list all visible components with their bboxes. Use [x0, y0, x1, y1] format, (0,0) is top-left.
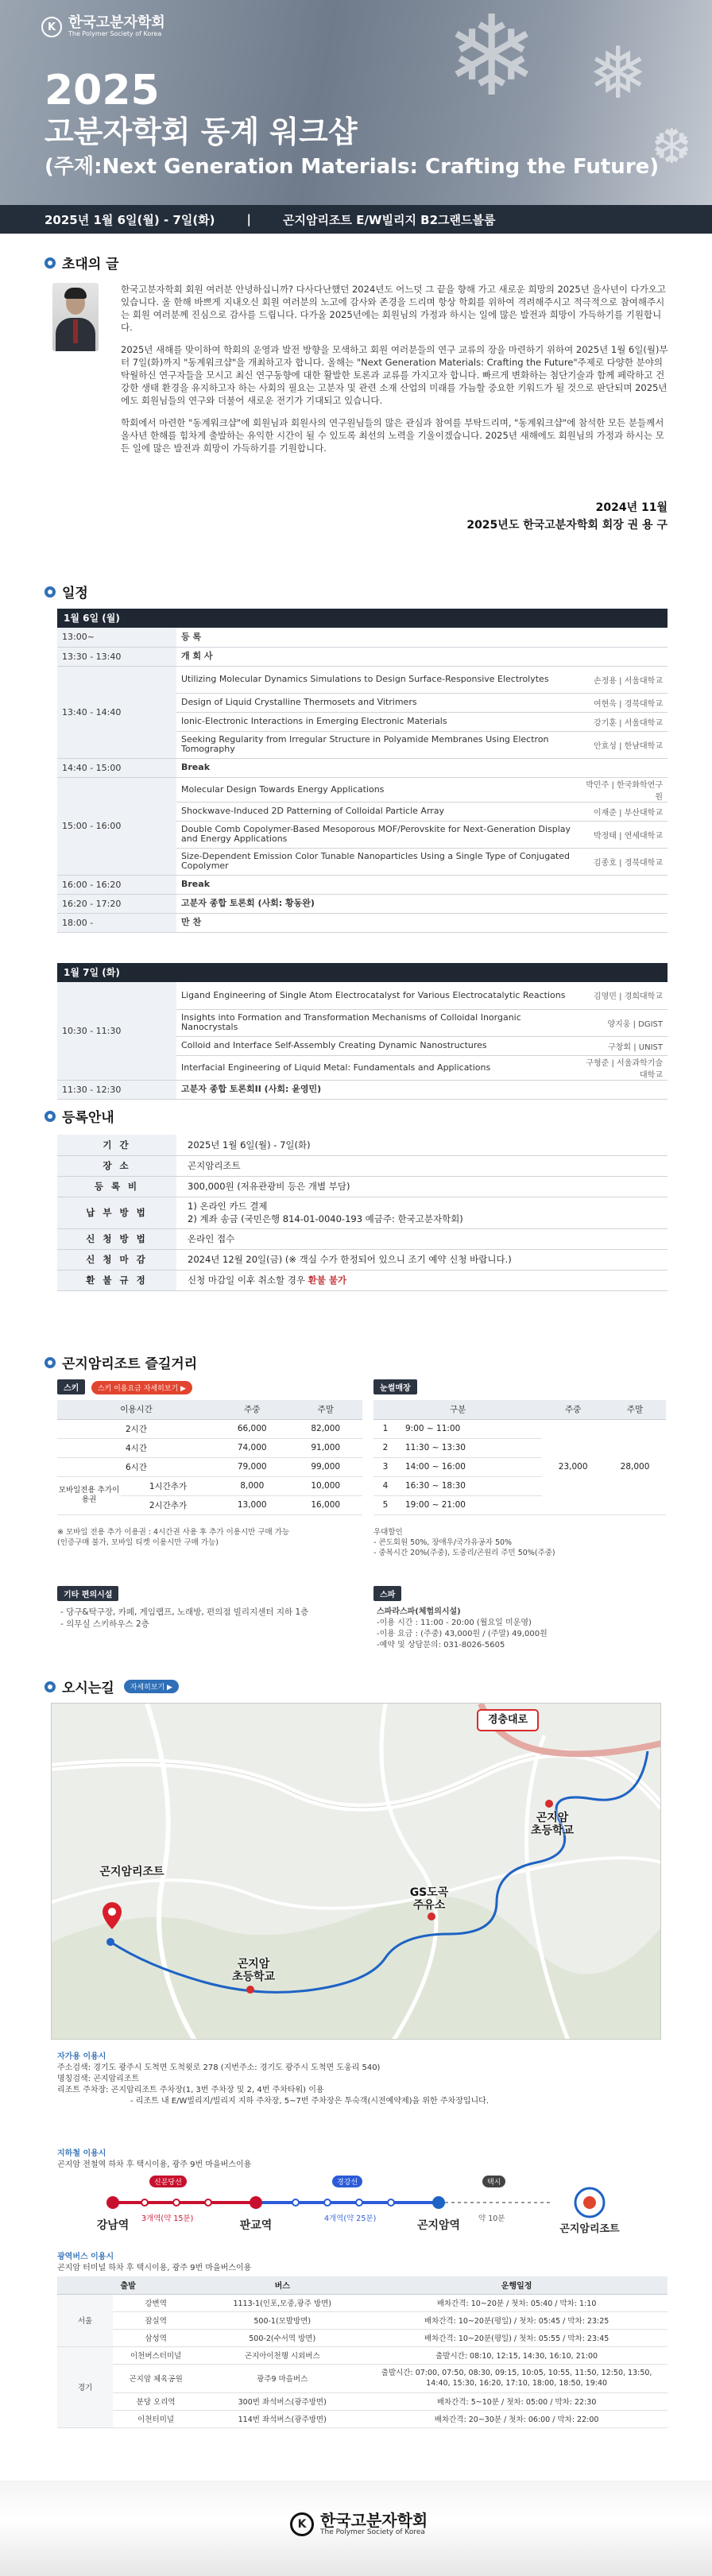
registration-label: 등 록 비 [57, 1176, 176, 1197]
day1-schedule-table [57, 628, 668, 933]
sled-session-time: 19:00 ~ 21:00 [397, 1495, 542, 1514]
ski-weekend-price: 10,000 [288, 1476, 362, 1495]
session-time: 16:20 - 17:20 [57, 894, 176, 913]
ski-note-line: (인증구매 불가, 모바일 티켓 이용시만 구매 가능) [57, 1538, 219, 1547]
ski-header [57, 1379, 192, 1394]
taxi-tag: 택시 [482, 2176, 505, 2187]
sled-session-time: 14:00 ~ 16:00 [397, 1457, 542, 1476]
session-title: Seeking Regularity from Irregular Structure in Polyamide Membranes Using Electron Tomography [176, 731, 580, 758]
bus-route: 500-1(모발방면) [199, 2311, 366, 2329]
table-row [57, 2294, 668, 2311]
bus-route: 500-2(수서역 방면) [199, 2329, 366, 2346]
registration-value [176, 1228, 668, 1249]
bus-origin: 삼성역 [113, 2329, 199, 2346]
divider: | [246, 212, 252, 226]
bus-timetable: 배차간격: 5~10분 / 첫차: 05:00 / 막차: 22:30 [366, 2392, 668, 2410]
greeting-paragraph: 한국고분자학회 회원 여러분 안녕하십니까? 다사다난했던 2024년도 어느덧 그 끝을 향해 가고 새로운 희망의 2025년 을사년이 다가오고 있습니다. 올 한해 바쁘게 지내오신 회원 여러분의 노고에 감사와 존경을 드리며 항상 학회를 위하여 격려해주시고 적극적으로 참여해주시는 회원 여러분께 진심으로 감사를 드립니다. 다가올 2025년에는 회원님의 가정과 하시는 일에 많은 발전과 희망이 가득하기를 기원합니다. [121, 284, 667, 333]
snowflake-icon: ❄ [445, 0, 539, 122]
sled-col-weekday: 주중 [542, 1400, 604, 1419]
table-row [57, 1228, 668, 1249]
society-emblem-icon: K [290, 2512, 314, 2536]
table-row [57, 2364, 668, 2392]
sled-note-line: - 중복시간 20%(주중), 도중리/곤원리 주민 50%(주중) [373, 1549, 555, 1557]
subway-desc: 곤지암 전철역 하차 후 택시이용, 광주 9번 마을버스이용 [57, 2160, 252, 2169]
ski-duration: 4시간 [57, 1438, 215, 1457]
date-venue-bar [0, 205, 712, 234]
ski-note-line: ※ 모바일 전용 추가 이용권 : 4시간권 사용 후 추가 이용시만 구매 가능 [57, 1528, 290, 1537]
table-row [57, 1419, 362, 1438]
bus-origin: 곤지암 체육공원 [113, 2364, 199, 2392]
registration-label: 납 부 방 법 [57, 1197, 176, 1228]
bus-origin: 분당 오리역 [113, 2392, 199, 2410]
sled-weekend-price: 28,000 [604, 1419, 666, 1514]
registration-value-text: 2025년 1월 6일(월) - 7일(화) [188, 1139, 311, 1151]
schedule-row [57, 982, 668, 1009]
spa-hours: -이용 시간 : 11:00 - 20:00 (월요일 미운영) [377, 1619, 532, 1627]
station-gonjiam: 곤지암역 [416, 2219, 461, 2232]
ski-weekend-price: 91,000 [288, 1438, 362, 1457]
session-speaker: 이재준 | 부산대학교 [580, 802, 668, 821]
bus-title: 광역버스 이용시 [57, 2253, 114, 2261]
event-title: 고분자학회 동계 워크샵 [44, 114, 358, 149]
session-speaker [580, 647, 668, 666]
registration-value-text: 1) 온라인 카드 결제 [188, 1201, 268, 1212]
session-time: 10:30 - 11:30 [57, 982, 176, 1080]
table-row [57, 1197, 668, 1228]
registration-value-text: 2024년 12월 20일(금) (※ 객실 수가 한정되어 있으니 조기 예약 신청 바랍니다.) [188, 1254, 512, 1265]
registration-label: 기 간 [57, 1135, 176, 1155]
bus-col-bus: 버스 [199, 2276, 366, 2294]
bus-route: 1113-1(인포,모중,광주 방면) [199, 2294, 366, 2311]
logo-korean: 한국고분자학회 [68, 14, 165, 31]
session-time: 13:40 - 14:40 [57, 666, 176, 758]
table-row [57, 1249, 668, 1270]
subway-directions [57, 2149, 251, 2171]
registration-title: 등록안내 [62, 1110, 114, 1126]
sled-weekday-price: 23,000 [542, 1419, 604, 1514]
greeting-title: 초대의 글 [62, 257, 119, 273]
session-speaker [580, 1080, 668, 1099]
registration-label: 신 청 마 감 [57, 1249, 176, 1270]
car-directions [57, 2052, 489, 2107]
table-row [57, 1476, 362, 1495]
school-label-1: 곤지암 초등학교 [530, 1812, 575, 1837]
session-time: 14:40 - 15:00 [57, 758, 176, 777]
session-title: Colloid and Interface Self-Assembly Creating Dynamic Nanostructures [176, 1036, 580, 1055]
ski-weekend-price: 99,000 [288, 1457, 362, 1476]
ski-duration: 2시간 [57, 1419, 215, 1438]
session-title: Insights into Formation and Transformation Mechanisms of Colloidal Inorganic Nanocrystals [176, 1009, 580, 1036]
event-year: 2025 [44, 67, 160, 114]
car-line: 주소검색: 경기도 광주시 도척면 도척윗로 278 (지번주소: 경기도 광주시 도척면 도웅리 540) [57, 2064, 381, 2072]
schedule-row [57, 666, 668, 693]
table-row [57, 2311, 668, 2329]
car-line: 리조트 주차장: 곤지암리조트 주차장(1, 3번 주차장 및 2, 4번 주차타워) 이용 [57, 2086, 324, 2094]
event-subtitle: (주제:Next Generation Materials: Crafting the Future) [44, 155, 660, 179]
ski-weekday-price: 8,000 [215, 1476, 289, 1495]
bullet-ring-icon [44, 1681, 56, 1692]
day1-header: 1월 6일 (월) [57, 609, 668, 628]
etc-header [57, 1586, 118, 1601]
bullet-ring-icon [44, 257, 56, 269]
sled-session-no: 3 [373, 1457, 397, 1476]
registration-value-text: 곤지암리조트 [188, 1160, 241, 1171]
spa-contact: -예약 및 상담문의: 031-8026-5605 [377, 1641, 505, 1650]
table-row [373, 1419, 666, 1438]
schedule-row [57, 875, 668, 894]
table-row [57, 1176, 668, 1197]
session-time: 13:00~ [57, 628, 176, 647]
registration-value-text: 신청 마감일 이후 취소할 경우 [188, 1274, 308, 1286]
ski-price-link[interactable]: 스키 이용요금 자세히보기 ▶ [91, 1381, 192, 1394]
spa-header [373, 1586, 401, 1601]
ski-weekday-price: 79,000 [215, 1457, 289, 1476]
footer-logo-korean: 한국고분자학회 [320, 2511, 428, 2530]
station-gangnam: 강남역 [96, 2219, 130, 2232]
session-speaker [580, 628, 668, 647]
refund-warning: 환불 불가 [308, 1274, 347, 1286]
logo-english: The Polymer Society of Korea [68, 30, 162, 37]
registration-value [176, 1155, 668, 1176]
bus-timetable: 배차간격: 10~20분(평일) / 첫차: 05:55 / 막차: 23:45 [366, 2329, 668, 2346]
bus-route: 114번 좌석버스(광주방면) [199, 2410, 366, 2427]
ski-badge: 스키 [57, 1379, 85, 1394]
shinbundang-line-tag: 신분당선 [149, 2176, 187, 2187]
sled-session-time: 11:30 ~ 13:30 [397, 1438, 542, 1457]
ski-duration: 6시간 [57, 1457, 215, 1476]
bus-schedule-table [57, 2276, 668, 2428]
session-speaker: 강기훈 | 서울대학교 [580, 712, 668, 731]
sled-session-no: 1 [373, 1419, 397, 1438]
schedule-row [57, 913, 668, 932]
bus-desc: 곤지암 터미널 하차 후 택시이용, 광주 9번 마을버스이용 [57, 2264, 252, 2272]
sled-session-time: 9:00 ~ 11:00 [397, 1419, 542, 1438]
etc-badge: 기타 편의시설 [57, 1586, 118, 1601]
schedule-row [57, 777, 668, 802]
segment-2-duration: 4개역(약 25분) [324, 2214, 377, 2223]
day2-header: 1월 7일 (화) [57, 963, 668, 982]
schedule-row [57, 894, 668, 913]
session-title: 고분자 종합 토론회II (사회: 윤영민) [176, 1080, 580, 1099]
table-row [57, 1135, 668, 1155]
greeting-signature: 2025년도 한국고분자학회 회장 권 용 구 [466, 519, 668, 532]
session-title: 만 찬 [176, 913, 580, 932]
society-logo [41, 16, 165, 38]
ski-price-table [57, 1400, 362, 1515]
destination-resort: 곤지암리조트 [559, 2223, 620, 2235]
bus-route: 곤지아이천행 시외버스 [199, 2346, 366, 2364]
ski-mobile-addon: 모바일전용 추가이용권 [57, 1476, 121, 1514]
session-title: Interfacial Engineering of Liquid Metal: Fundamentals and Applications [176, 1055, 580, 1080]
leisure-title: 곤지암리조트 즐길거리 [62, 1356, 198, 1372]
registration-section-title [44, 1106, 114, 1126]
bullet-ring-icon [44, 1357, 56, 1368]
schedule-row [57, 1080, 668, 1099]
greeting-section-title [44, 253, 119, 273]
etc-list [60, 1607, 308, 1630]
table-row [57, 2329, 668, 2346]
ski-col-time: 이용시간 [57, 1400, 215, 1419]
bus-origin: 이천터미널 [113, 2410, 199, 2427]
ski-weekday-price: 74,000 [215, 1438, 289, 1457]
session-speaker: 안효성 | 한남대학교 [580, 731, 668, 758]
sled-note [373, 1527, 666, 1558]
bullet-ring-icon [44, 586, 56, 598]
registration-value-text: 300,000원 (저유관광비 등은 개별 부담) [188, 1181, 350, 1192]
session-speaker [580, 894, 668, 913]
sled-note-line: - 콘도회원 50%, 장애우/국가유공자 50% [373, 1538, 513, 1547]
session-speaker: 구형준 | 서울과학기술대학교 [580, 1055, 668, 1080]
session-title: Design of Liquid Crystalline Thermosets and Vitrimers [176, 693, 580, 712]
sled-price-table [373, 1400, 666, 1515]
table-row [57, 2392, 668, 2410]
session-speaker: 김종호 | 경북대학교 [580, 848, 668, 875]
ski-duration: 1시간추가 [121, 1476, 215, 1495]
registration-value-text: 2) 계좌 송금 (국민은행 814-01-0040-193 예금주: 한국고분자학회) [188, 1213, 463, 1224]
schedule-row [57, 647, 668, 666]
session-time: 18:00 - [57, 913, 176, 932]
snowflake-icon: ❅ [588, 32, 648, 115]
ski-duration: 2시간추가 [121, 1495, 215, 1514]
spa-info [377, 1607, 548, 1651]
sled-session-no: 4 [373, 1476, 397, 1495]
registration-value [176, 1176, 668, 1197]
greeting-body [121, 283, 669, 464]
bus-origin: 잠실역 [113, 2311, 199, 2329]
president-photo [52, 283, 99, 351]
car-title: 자가용 이용시 [57, 2052, 106, 2061]
leisure-section-title [44, 1352, 197, 1372]
sled-note-line: 우대할인 [373, 1528, 403, 1537]
ski-note [57, 1527, 362, 1548]
car-line: 명칭검색: 곤지암리조트 [57, 2075, 140, 2083]
society-emblem-icon: K [41, 17, 62, 37]
spa-badge: 스파 [373, 1586, 401, 1601]
gyeongchung-road-label: 경충대로 [487, 1714, 528, 1726]
event-venue: 곤지암리조트 E/W빌리지 B2그랜드볼룸 [283, 212, 496, 227]
bus-route: 300번 좌석버스(광주방면) [199, 2392, 366, 2410]
directions-title: 오시는길 [62, 1681, 114, 1696]
bus-timetable: 배차간격: 20~30분 / 첫차: 06:00 / 막차: 22:00 [366, 2410, 668, 2427]
station-pangyo: 판교역 [239, 2219, 273, 2232]
session-time: 13:30 - 13:40 [57, 647, 176, 666]
session-speaker: 여현욱 | 경북대학교 [580, 693, 668, 712]
schedule-section-title [44, 582, 88, 601]
ski-col-weekday: 주중 [215, 1400, 289, 1419]
bus-timetable: 배차간격: 10~20분 / 첫차: 05:40 / 막차: 1:10 [366, 2294, 668, 2311]
sled-col-type: 구분 [373, 1400, 542, 1419]
session-speaker: 박정태 | 연세대학교 [580, 821, 668, 848]
taxi-duration: 약 10분 [478, 2214, 505, 2223]
session-speaker: 구창회 | UNIST [580, 1036, 668, 1055]
ski-col-weekend: 주말 [288, 1400, 362, 1419]
bus-timetable: 출발시간: 07:00, 07:50, 08:30, 09:15, 10:05, 10:55, 11:50, 12:50, 13:50, 14:40, 15:30, 16:20, 17:10, 18:00, 18:50, 19:40 [366, 2364, 668, 2392]
greeting-paragraph: 학회에서 마련한 "동계워크샵"에 회원님과 회원사의 연구원님들의 많은 관심과 참여를 부탁드리며, "동계워크샵"에 참석한 모든 분들께서 올사년 한해를 힘차게 출발하는 유익한 시간이 될 수 있도록 최선의 노력을 기울이겠습니다. 2025년 새해에도 회원님의 가정과 하시는 모든 일에 많은 발전과 희망이 가득하기를 기원합니다. [121, 417, 664, 454]
bus-col-schedule: 운행일정 [366, 2276, 668, 2294]
session-title: Break [176, 875, 580, 894]
sled-session-no: 5 [373, 1495, 397, 1514]
table-row [57, 1457, 362, 1476]
session-time: 16:00 - 16:20 [57, 875, 176, 894]
session-speaker: 양지웅 | DGIST [580, 1009, 668, 1036]
ski-weekend-price: 82,000 [288, 1419, 362, 1438]
bullet-ring-icon [44, 1111, 56, 1122]
registration-value [176, 1135, 668, 1155]
session-title: 개 회 사 [176, 647, 580, 666]
schedule-title: 일정 [62, 586, 88, 601]
spa-price: -이용 요금 : (주중) 43,000원 / (주말) 49,000원 [377, 1630, 548, 1638]
bus-region: 경기 [57, 2346, 113, 2427]
etc-line: - 의무실 스키하우스 2층 [60, 1619, 149, 1629]
footer [0, 2481, 712, 2576]
sled-header [373, 1379, 417, 1394]
car-line: - 리조트 내 E/W빌리지/빌리지 지하 주차장, 5~7번 주차장은 투숙객(시전예약제)을 위한 주차장입니다. [130, 2097, 489, 2106]
session-title: Ligand Engineering of Single Atom Electrocatalyst for Various Electrocatalytic Reactions [176, 982, 580, 1009]
session-speaker [580, 913, 668, 932]
session-title: Size-Dependent Emission Color Tunable Nanoparticles Using a Single Type of Conjugated Copolymer [176, 848, 580, 875]
registration-value [176, 1270, 668, 1290]
bus-timetable: 출발시간: 08:10, 12:15, 14:30, 16:10, 21:00 [366, 2346, 668, 2364]
resort-label: 곤지암리조트 [99, 1866, 164, 1878]
registration-label: 신 청 방 법 [57, 1228, 176, 1249]
bus-origin: 강변역 [113, 2294, 199, 2311]
session-title: Molecular Design Towards Energy Applications [176, 777, 580, 802]
session-time: 15:00 - 16:00 [57, 777, 176, 875]
segment-1-duration: 3개역(약 15분) [141, 2214, 194, 2223]
session-speaker [580, 875, 668, 894]
session-title: Shockwave-Induced 2D Patterning of Colloidal Particle Array [176, 802, 580, 821]
greeting-date: 2024년 11월 [595, 501, 668, 514]
session-title: 등 록 [176, 628, 580, 647]
session-title: Double Comb Copolymer-Based Mesoporous MOF/Perovskite for Next-Generation Display and Energy Applications [176, 821, 580, 848]
ski-weekend-price: 16,000 [288, 1495, 362, 1514]
day2-schedule-table [57, 982, 668, 1100]
sled-session-no: 2 [373, 1438, 397, 1457]
registration-label: 환 불 규 정 [57, 1270, 176, 1290]
school-label-2: 곤지암 초등학교 [231, 1958, 276, 1983]
bus-origin: 이천버스터미널 [113, 2346, 199, 2364]
session-title: Ionic-Electronic Interactions in Emerging Electronic Materials [176, 712, 580, 731]
table-row [57, 2410, 668, 2427]
location-map[interactable] [51, 1703, 661, 2040]
registration-table [57, 1135, 668, 1291]
hero-banner [0, 0, 712, 205]
subway-title: 지하철 이용시 [57, 2149, 106, 2158]
session-speaker [580, 758, 668, 777]
bus-col-origin: 출발 [57, 2276, 199, 2294]
bus-timetable: 배차간격: 10~20분(평일) / 첫차: 05:45 / 막차: 23:25 [366, 2311, 668, 2329]
ski-weekday-price: 13,000 [215, 1495, 289, 1514]
sled-col-weekend: 주말 [604, 1400, 666, 1419]
bus-directions [57, 2252, 251, 2274]
ski-weekday-price: 66,000 [215, 1419, 289, 1438]
sled-badge: 눈썰매장 [373, 1379, 417, 1394]
table-row [57, 1438, 362, 1457]
schedule-row [57, 758, 668, 777]
schedule-row [57, 628, 668, 647]
session-title: Break [176, 758, 580, 777]
registration-value-text: 온라인 접수 [188, 1233, 235, 1244]
gas-station-label: GS도곡 주유소 [409, 1886, 449, 1912]
session-speaker: 박민주 | 한국화학연구원 [580, 777, 668, 802]
bus-route: 광주9 마을버스 [199, 2364, 366, 2392]
footer-logo [290, 2512, 428, 2536]
session-title: Utilizing Molecular Dynamics Simulations to Design Surface-Responsive Electrolytes [176, 666, 580, 693]
session-speaker: 김영민 | 경희대학교 [580, 982, 668, 1009]
directions-section-title [44, 1677, 179, 1696]
registration-value [176, 1197, 668, 1228]
table-row [57, 1155, 668, 1176]
registration-value [176, 1249, 668, 1270]
etc-line: - 당구&탁구장, 카페, 게임랩프, 노래방, 편의점 빌리지센터 지하 1층 [60, 1607, 309, 1617]
event-date: 2025년 1월 6일(월) - 7일(화) [44, 212, 215, 227]
session-title: 고분자 종합 토론회 (사회: 황동완) [176, 894, 580, 913]
session-time: 11:30 - 12:30 [57, 1080, 176, 1099]
footer-logo-english: The Polymer Society of Korea [320, 2528, 425, 2536]
bus-region: 서울 [57, 2294, 113, 2346]
registration-label: 장 소 [57, 1155, 176, 1176]
table-row [57, 1270, 668, 1290]
subway-route [57, 2176, 661, 2239]
sled-session-time: 16:30 ~ 18:30 [397, 1476, 542, 1495]
session-speaker: 손정용 | 서울대학교 [580, 666, 668, 693]
snowflake-icon: ❆ [652, 119, 692, 175]
greeting-paragraph: 2025년 새해를 맞이하여 학회의 운영과 발전 방향을 모색하고 회원 여러분들의 연구 교류의 장을 마련하기 위하여 2025년 1월 6일(월)부터 7일(화)까지 "동계워크샵"을 개최하고자 합니다. 올해는 "Next Generation Materials: Crafting the Future"주제로 다양한 분야의 탁월하신 연구자들을 모시고 최신 연구동향에 대한 활발한 토론과 교류를 가지고자 합니다. 빠르게 변화하는 첨단기술과 함께 페락하고 건강한 생태 환경을 유지하고자 하는 사회의 필요는 고분자 및 관련 소재 산업의 미래를 가늠할 중요한 키워드가 될 것으로 판단되며 2025년에도 회원님들의 연구와 더불어 새로운 전기가 기대되고 있습니다. [121, 344, 668, 406]
spa-name: 스파라스파(체험의시설) [377, 1607, 461, 1616]
table-row [57, 2346, 668, 2364]
directions-detail-link[interactable]: 자세히보기 ▶ [124, 1680, 179, 1693]
gyeonggang-line-tag: 경강선 [332, 2176, 362, 2187]
